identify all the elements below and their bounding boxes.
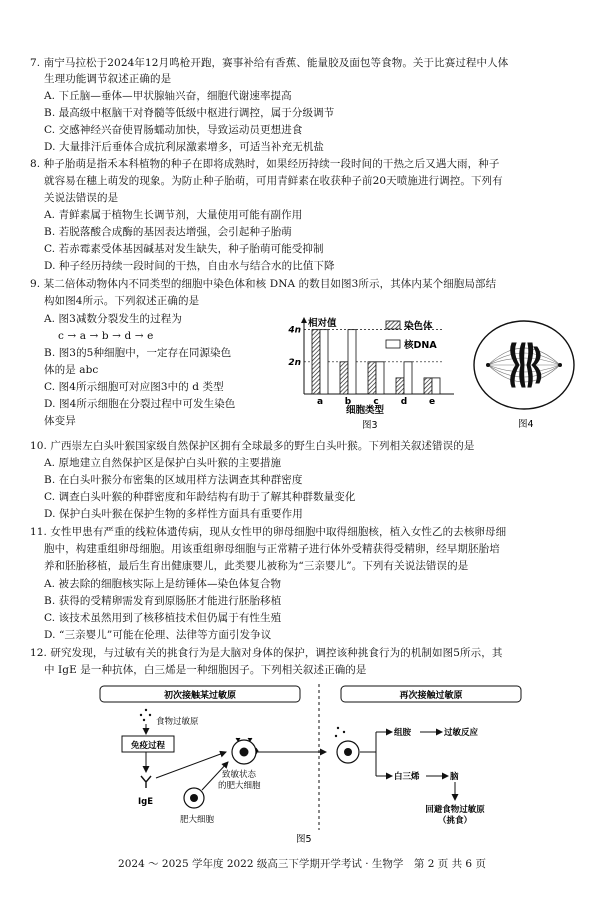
q11-option-c: C. 该技术虽然用到了核移植技术但仍属于有性生殖 <box>44 612 282 624</box>
q10-option-a: A. 原地建立自然保护区是保护白头叶猴的主要措施 <box>44 457 282 469</box>
arrow-ige-to-sensitized <box>156 752 226 778</box>
legend-label-dna: 核DNA <box>404 340 437 351</box>
q9-stem: 9. 某二倍体动物体内不同类型的细胞中染色体和核 DNA 的数目如图3所示，其体内某个细胞局部结 <box>30 278 497 290</box>
sensitized-label-line2: 的肥大细胞 <box>218 781 261 791</box>
chart-labels <box>287 326 435 407</box>
q7-option-a: A. 下丘脑—垂体—甲状腺轴兴奋，细胞代谢速率提高 <box>44 90 292 102</box>
immune-process-label: 免疫过程 <box>130 741 166 751</box>
x-tick-label-c: c <box>373 397 379 407</box>
legend-swatch-dna <box>386 340 400 348</box>
q10-option-c: C. 调查白头叶猴的种群密度和年龄结构有助于了解其种群数量变化 <box>44 491 356 503</box>
header-first-contact: 初次接触某过敏原 <box>163 691 237 701</box>
bar-b-dna <box>348 330 356 394</box>
activated-mast-cell-nucleus <box>344 748 352 756</box>
q8-option-b: B. 若脱落酸合成酶的基因表达增强，会引起种子胎萌 <box>44 226 292 238</box>
bar-b-chromosome <box>340 362 348 394</box>
q11-stem-cont2: 养和胚胎移植，最后生育出健康婴儿，此类婴儿被称为“三亲婴儿”。下列有关说法错误的是 <box>44 560 469 572</box>
q11-stem: 11. 女性甲患有严重的线粒体遗传病，现从女性甲的卵母细胞中取得细胞核，植入女性乙的去核卵母细 <box>30 526 507 538</box>
y-tick-label-4n: 4n <box>288 325 301 336</box>
q11-option-a: A. 被去除的细胞核实际上是纺锤体—染色体复合物 <box>44 578 282 590</box>
q11-option-b: B. 获得的受精卵需发育到原肠胚才能进行胚胎移植 <box>44 595 282 607</box>
allergen-label: 食物过敏原 <box>156 717 199 727</box>
legend-swatch-chromosome <box>386 321 400 329</box>
q7-stem: 7. 南宁马拉松于2024年12月鸣枪开跑，赛事补给有香蕉、能量胶及面包等食物。关于比赛过程中人体 <box>30 57 509 69</box>
q9-option-c: C. 图4所示细胞可对应图3中的 d 类型 <box>44 381 224 393</box>
q8-stem: 8. 种子胎萌是指禾本科植物的种子在即将成熟时，如果经历持续一段时间的干热之后又遇大雨，种子 <box>30 158 500 170</box>
q12-stem: 12. 研究发现，与过敏有关的挑食行为是大脑对身体的保护，调控该种挑食行为的机制如图5所示，其 <box>30 647 503 659</box>
x-tick-label-d: d <box>400 397 408 407</box>
x-tick-label-b: b <box>344 397 352 407</box>
q9-stem-cont: 构如图4所示。下列叙述正确的是 <box>44 295 200 307</box>
y-tick-label-2n: 2n <box>288 357 301 368</box>
q10-option-d: D. 保护白头叶猴在保护生物的多样性方面具有重要作用 <box>44 508 303 520</box>
sensitized-mast-cell-nucleus <box>240 748 249 757</box>
legend-label-chromosome: 染色体 <box>404 321 433 332</box>
q8-stem-cont: 就容易在穗上萌发的现象。为防止种子胎萌，可用青鲜素在收获种子前20天喷施进行调控。下列有 <box>44 175 503 187</box>
allergen-dots-right <box>335 727 345 737</box>
x-tick-label-a: a <box>316 397 324 407</box>
page-footer: 2024 ～ 2025 学年度 2022 级高三下学期开学考试 · 生物学 第 2 页 共 6 页 <box>118 858 486 870</box>
mast-cell-nucleus <box>190 794 198 802</box>
allergen-dots-left <box>140 709 151 721</box>
centrosome-right <box>558 363 562 367</box>
figure-4-caption: 图4 <box>518 419 534 430</box>
centrosome-left <box>486 363 490 367</box>
figure-3-bar-chart <box>278 314 466 432</box>
q11-stem-cont: 胞中，构建重组卵母细胞。用该重组卵母细胞与正常精子进行体外受精获得受精卵，经早期胚胎培 <box>44 543 500 555</box>
mast-cell-label: 肥大细胞 <box>180 815 215 825</box>
q10-option-b: B. 在白头叶猴分布密集的区域用样方法调查其种群密度 <box>44 474 303 486</box>
picky-eating-label: （挑食） <box>437 816 473 826</box>
chart-legend <box>386 320 437 351</box>
q11-option-d: D. “三亲婴儿”可能在伦理、法律等方面引发争议 <box>44 629 272 641</box>
q9-option-d-cont: 体变异 <box>44 415 76 427</box>
q10-stem: 10. 广西崇左白头叶猴国家级自然保护区拥有全球最多的野生白头叶猴。下列相关叙述错误的是 <box>30 440 475 452</box>
sensitized-label-line1: 致敏状态 <box>222 770 257 780</box>
ige-antibody-icon <box>141 776 151 788</box>
q7-stem-cont: 生理功能调节叙述正确的是 <box>44 73 172 85</box>
bar-c-chromosome <box>368 362 376 394</box>
figure-5-caption: 图5 <box>296 834 312 845</box>
q8-option-d: D. 种子经历持续一段时间的干热，自由水与结合水的比值下降 <box>44 260 335 272</box>
q8-stem-cont2: 关说法错误的是 <box>44 192 119 204</box>
bar-d-chromosome <box>396 378 404 394</box>
q8-option-a: A. 青鲜素属于植物生长调节剂，大量使用可能有副作用 <box>44 209 303 221</box>
figure-5-mechanism-diagram <box>86 680 536 848</box>
q9-option-a: A. 图3减数分裂发生的过程为 <box>44 313 182 325</box>
bar-a-chromosome <box>312 330 320 394</box>
y-axis-label: 相对值 <box>308 318 337 329</box>
figure-3-caption: 图3 <box>362 420 378 431</box>
q8-option-c: C. 若赤霉素受体基因碱基对发生缺失，种子胎萌可能受抑制 <box>44 243 324 255</box>
bar-d-dna <box>404 362 412 394</box>
q7-option-c: C. 交感神经兴奋使胃肠蠕动加快，导致运动员更想进食 <box>44 124 303 136</box>
q9-option-d: D. 图4所示细胞在分裂过程中可发生染色 <box>44 398 236 410</box>
bar-c-dna <box>376 362 384 394</box>
figure-4-cell-diagram <box>466 313 584 431</box>
q7-option-d: D. 大量排汗后垂体合成抗利尿激素增多，可适当补充无机盐 <box>44 141 325 153</box>
x-tick-label-e: e <box>428 397 436 407</box>
allergic-reaction-label: 过敏反应 <box>444 728 479 738</box>
q7-option-b: B. 最高级中枢脑干对脊髓等低级中枢进行调控，属于分级调节 <box>44 107 335 119</box>
bar-e-dna <box>432 378 440 394</box>
x-axis-label: 细胞类型 <box>346 405 385 416</box>
q9-option-b: B. 图3的5种细胞中，一定存在同源染色 <box>44 347 232 359</box>
header-second-contact: 再次接触过敏原 <box>399 691 463 701</box>
q9-option-b-cont: 体的是 abc <box>44 364 99 376</box>
ige-label: IgE <box>138 797 154 807</box>
q9-option-a-sequence: c → a → b → d → e <box>58 330 154 342</box>
q12-stem-cont: 中 IgE 是一种抗体，白三烯是一种细胞因子。下列相关叙述正确的是 <box>44 664 367 676</box>
histamine-label: 组胺 <box>394 728 412 738</box>
brain-label: 脑 <box>450 772 459 782</box>
bar-e-chromosome <box>424 378 432 394</box>
avoid-allergen-label: 回避食物过敏原 <box>425 805 485 815</box>
leukotriene-label: 白三烯 <box>394 772 420 782</box>
bar-a-dna <box>320 330 328 394</box>
